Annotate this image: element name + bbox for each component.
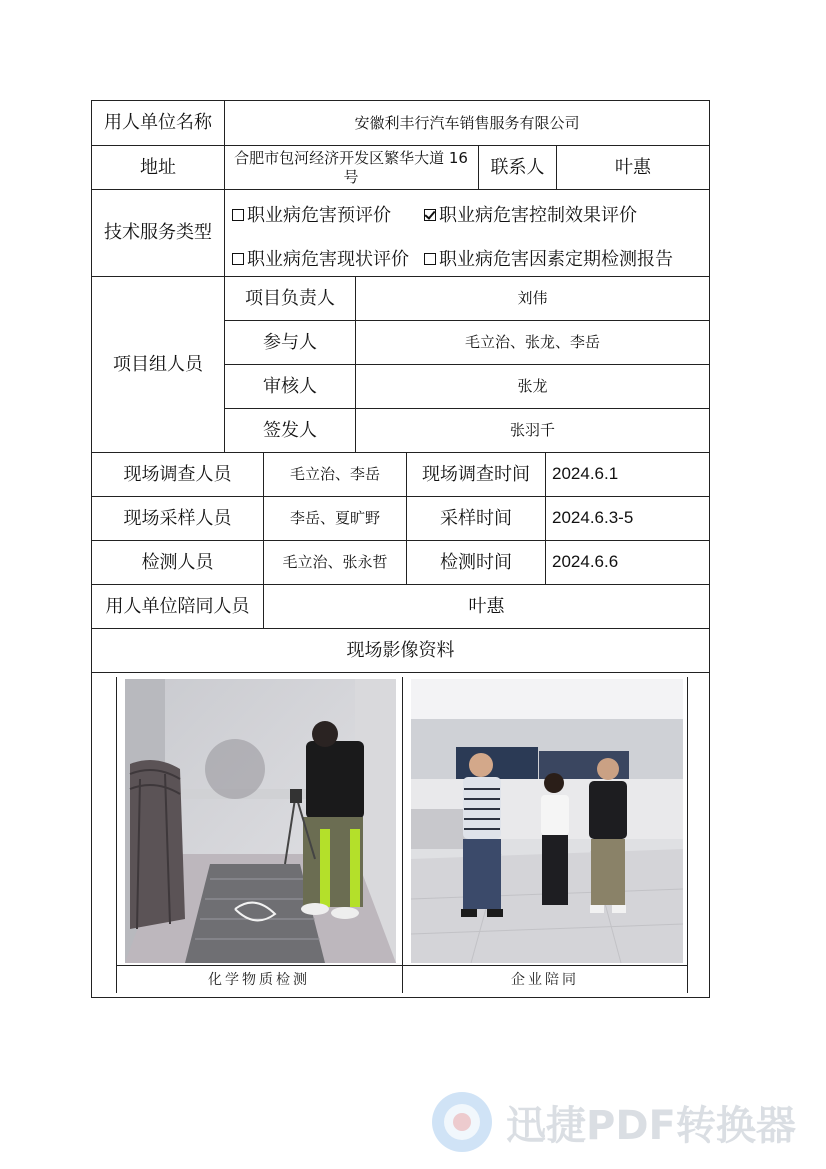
accompany-label: 用人单位陪同人员 — [105, 595, 250, 617]
chemical-detection-photo — [125, 679, 396, 963]
team-label: 项目组人员 — [113, 353, 203, 375]
testing-staff-label: 检测人员 — [141, 551, 214, 573]
checkbox-icon — [232, 209, 244, 221]
watermark-text: 迅捷PDF转换器 — [506, 1103, 796, 1149]
checked-box-icon — [424, 209, 436, 221]
option-pre-evaluation[interactable]: 职业病危害预评价 — [232, 201, 391, 227]
sampling-time-label: 采样时间 — [440, 507, 512, 529]
photos-title: 现场影像资料 — [346, 639, 455, 661]
survey-time-label: 现场调查时间 — [422, 463, 530, 485]
team-name: 张龙 — [517, 377, 548, 396]
team-role: 签发人 — [263, 419, 317, 441]
address-value: 合肥市包河经济开发区繁华大道 16 号 — [234, 148, 468, 186]
photo-frame — [116, 677, 688, 993]
team-name: 毛立治、张龙、李岳 — [464, 333, 600, 352]
info-table — [91, 100, 710, 998]
company-accompany-photo — [411, 679, 683, 963]
team-name: 刘伟 — [517, 289, 548, 308]
sampling-time-value: 2024.6.3-5 — [552, 508, 634, 528]
employer-label: 用人单位名称 — [104, 112, 212, 134]
team-role: 参与人 — [263, 331, 317, 353]
testing-time-label: 检测时间 — [440, 551, 512, 573]
sampling-staff-label: 现场采样人员 — [123, 507, 232, 529]
address-label: 地址 — [140, 156, 176, 178]
accompany-value: 叶惠 — [468, 595, 505, 617]
option-periodic-detection[interactable]: 职业病危害因素定期检测报告 — [424, 245, 673, 271]
sampling-staff-value: 李岳、夏旷野 — [289, 509, 380, 528]
option-control-effect[interactable]: 职业病危害控制效果评价 — [424, 201, 637, 227]
checkbox-icon — [232, 253, 244, 265]
testing-staff-value: 毛立治、张永哲 — [282, 553, 388, 572]
photo-caption: 化学物质检测 — [208, 972, 310, 988]
photo-caption: 企业陪同 — [511, 972, 579, 988]
survey-staff-value: 毛立治、李岳 — [289, 465, 380, 484]
contact-label: 联系人 — [490, 156, 545, 178]
contact-value: 叶惠 — [615, 156, 651, 178]
survey-staff-label: 现场调查人员 — [123, 463, 232, 485]
watermark-logo-icon — [428, 1088, 498, 1158]
option-status-evaluation[interactable]: 职业病危害现状评价 — [232, 245, 409, 271]
service-type-label: 技术服务类型 — [104, 222, 212, 244]
team-role: 项目负责人 — [245, 287, 335, 309]
watermark — [428, 1088, 808, 1158]
team-name: 张羽千 — [509, 421, 555, 440]
survey-time-value: 2024.6.1 — [552, 464, 619, 484]
employer-value: 安徽利丰行汽车销售服务有限公司 — [354, 113, 580, 132]
checkbox-icon — [424, 253, 436, 265]
team-role: 审核人 — [263, 375, 317, 397]
testing-time-value: 2024.6.6 — [552, 552, 619, 572]
